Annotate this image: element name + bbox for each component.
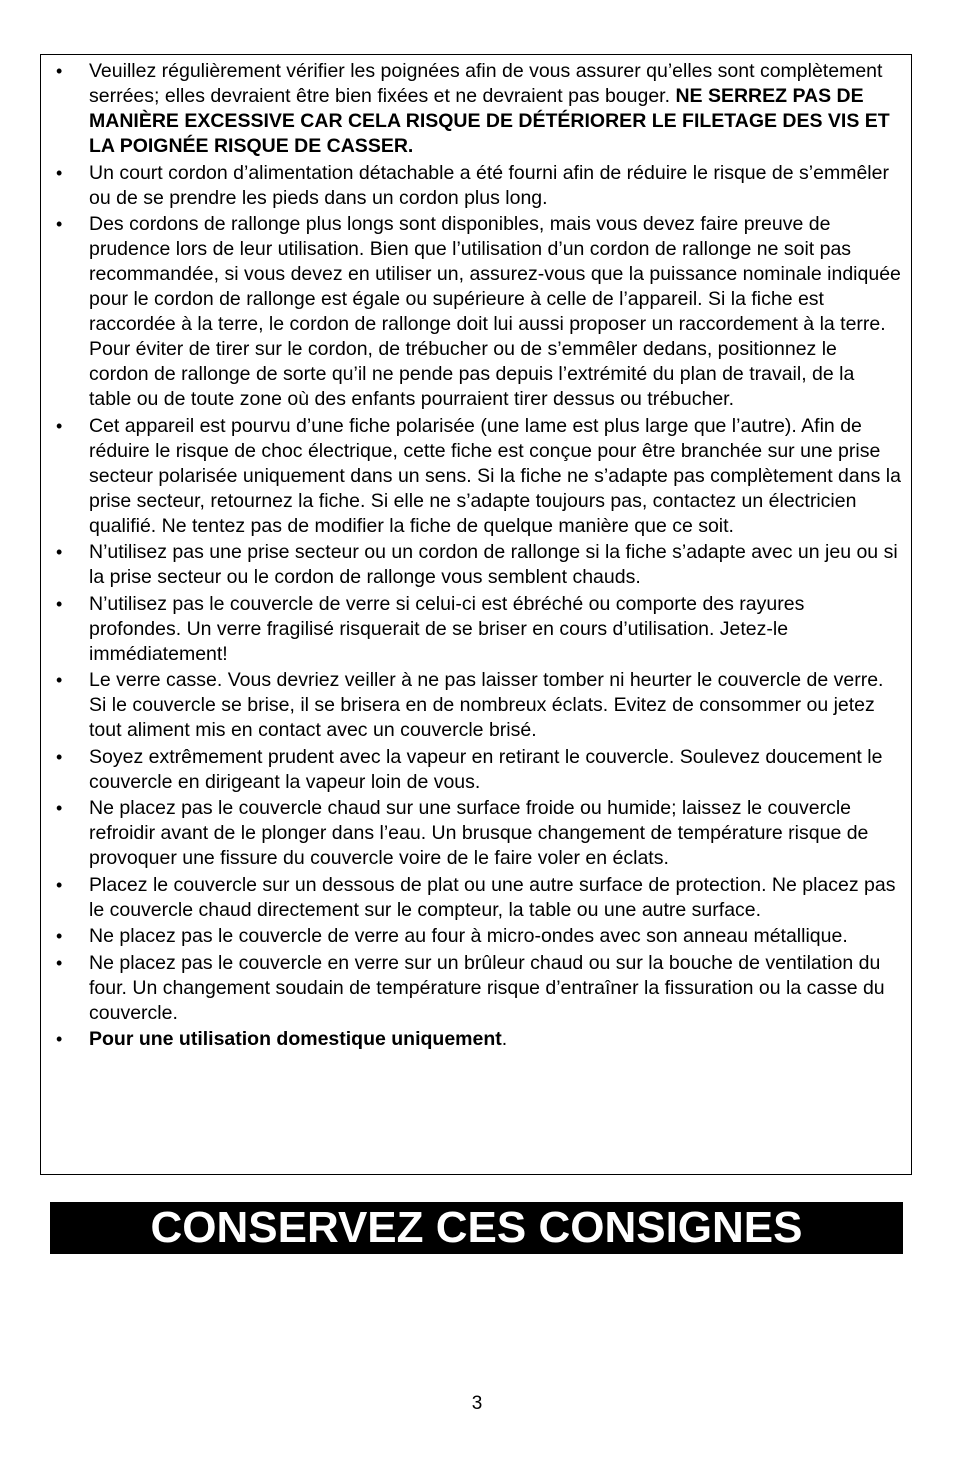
safety-instructions-list: [41, 55, 911, 1052]
list-item: [41, 951, 911, 1026]
bullet-icon: •: [56, 61, 63, 81]
bullet-icon: •: [56, 746, 63, 767]
list-item: [41, 745, 911, 795]
save-instructions-banner: [50, 1202, 903, 1254]
bullet-icon: •: [56, 214, 63, 234]
list-item-text: Cet appareil est pourvu d’une fiche polarisée (une lame est plus large que l’autre). Afin de réduire le risque de choc électrique, cette fiche est conçue pour être branchée sur une prise secteur polarisée uniquement dans un sens. Si la fiche ne s’adapte pas complètement dans la prise secteur, retournez la fiche. Si elle ne s’adapte toujours pas, contactez un électricien qualifié. Ne tentez pas de modifier la fiche de quelque manière que ce soit.: [89, 414, 901, 537]
list-item-warning: NE SERREZ PAS DE MANIÈRE EXCESSIVE CAR CELA RISQUE DE DÉTÉRIORER LE FILETAGE DES VIS ET LA POIGNÉE RISQUE DE CASSER.: [89, 85, 890, 157]
banner-title: CONSERVEZ CES CONSIGNES: [150, 1203, 803, 1252]
list-item-text: Ne placez pas le couvercle en verre sur un brûleur chaud ou sur la bouche de ventilation du four. Un changement soudain de température risque d’entraîner la fissuration ou la casse du couvercle.: [89, 951, 885, 1024]
list-item: [41, 924, 911, 949]
list-item-text: Ne placez pas le couvercle chaud sur une surface froide ou humide; laissez le couvercle refroidir avant de le plonger dans l’eau. Un brusque changement de température risque de provoquer une fissure du couvercle voire de le faire voler en éclats.: [89, 797, 869, 869]
list-item-text: N’utilisez pas une prise secteur ou un cordon de rallonge si la fiche s’adapte avec un jeu ou si la prise secteur ou le cordon de rallonge vous semblent chauds.: [89, 541, 898, 588]
page-number: 3: [471, 1393, 483, 1414]
list-item: [41, 540, 911, 590]
bullet-icon: •: [56, 926, 63, 946]
list-item: [41, 1027, 911, 1052]
bullet-icon: •: [56, 1029, 63, 1049]
list-item-text: Soyez extrêmement prudent avec la vapeur en retirant le couvercle. Soulevez doucement le couvercle en dirigeant la vapeur loin de vous.: [89, 745, 883, 793]
list-item-tail: .: [501, 1028, 508, 1050]
list-item-text: Des cordons de rallonge plus longs sont disponibles, mais vous devez faire preuve de prudence lors de leur utilisation. Bien que l’utilisation d’un cordon de rallonge ne soit pas recommandée, si vous devez en utiliser un, assurez-vous que la puissance nominale indiquée pour le cordon de rallonge est égale ou supérieure à celle de l’appareil. Si la fiche est raccordée à la terre, le cordon de rallonge doit lui aussi proposer un raccordement à la terre. Pour éviter de tirer sur le cordon, de trébucher ou de s’emmêler dedans, positionnez le cordon de rallonge de sorte qu’il ne pende pas depuis l’extrémité du plan de travail, de la table ou de toute zone où des enfants pourraient tirer dessus ou trébucher.: [89, 213, 901, 410]
list-item: [41, 212, 911, 412]
list-item: [41, 796, 911, 871]
bullet-icon: •: [56, 952, 63, 973]
list-item-text: Ne placez pas le couvercle de verre au four à micro-ondes avec son anneau métallique.: [89, 925, 848, 947]
bullet-icon: •: [56, 798, 63, 818]
list-item-emphasis: Pour une utilisation domestique uniquement: [89, 1028, 502, 1050]
bullet-icon: •: [56, 593, 63, 614]
list-item: [41, 668, 911, 743]
list-item-text: Placez le couvercle sur un dessous de plat ou une autre surface de protection. Ne placez pas le couvercle chaud directement sur le compteur, la table ou une autre surface.: [89, 873, 896, 921]
list-item-text: Le verre casse. Vous devriez veiller à ne pas laisser tomber ni heurter le couvercle de verre. Si le couvercle se brise, il se brisera en de nombreux éclats. Evitez de consommer ou jetez tout aliment mis en contact avec un couvercle brisé.: [89, 669, 884, 741]
bullet-icon: •: [56, 670, 63, 690]
list-item: [41, 414, 911, 539]
bullet-icon: •: [56, 415, 63, 436]
list-item: [41, 161, 911, 211]
safety-instructions-box: [40, 54, 912, 1175]
list-item: [41, 592, 911, 667]
bullet-icon: •: [56, 874, 63, 895]
bullet-icon: •: [56, 542, 63, 562]
list-item: [41, 59, 911, 159]
list-item: [41, 873, 911, 923]
bullet-icon: •: [56, 162, 63, 183]
list-item-text: Un court cordon d’alimentation détachable a été fourni afin de réduire le risque de s’emmêler ou de se prendre les pieds dans un cordon plus long.: [89, 161, 889, 209]
list-item-text: N’utilisez pas le couvercle de verre si celui-ci est ébréché ou comporte des rayures profondes. Un verre fragilisé risquerait de se briser en cours d’utilisation. Jetez-le immédiatement!: [89, 592, 805, 665]
list-item-text: Veuillez régulièrement vérifier les poignées afin de vous assurer qu’elles sont complètement serrées; elles devraient être bien fixées et ne devraient pas bouger.: [89, 60, 883, 107]
